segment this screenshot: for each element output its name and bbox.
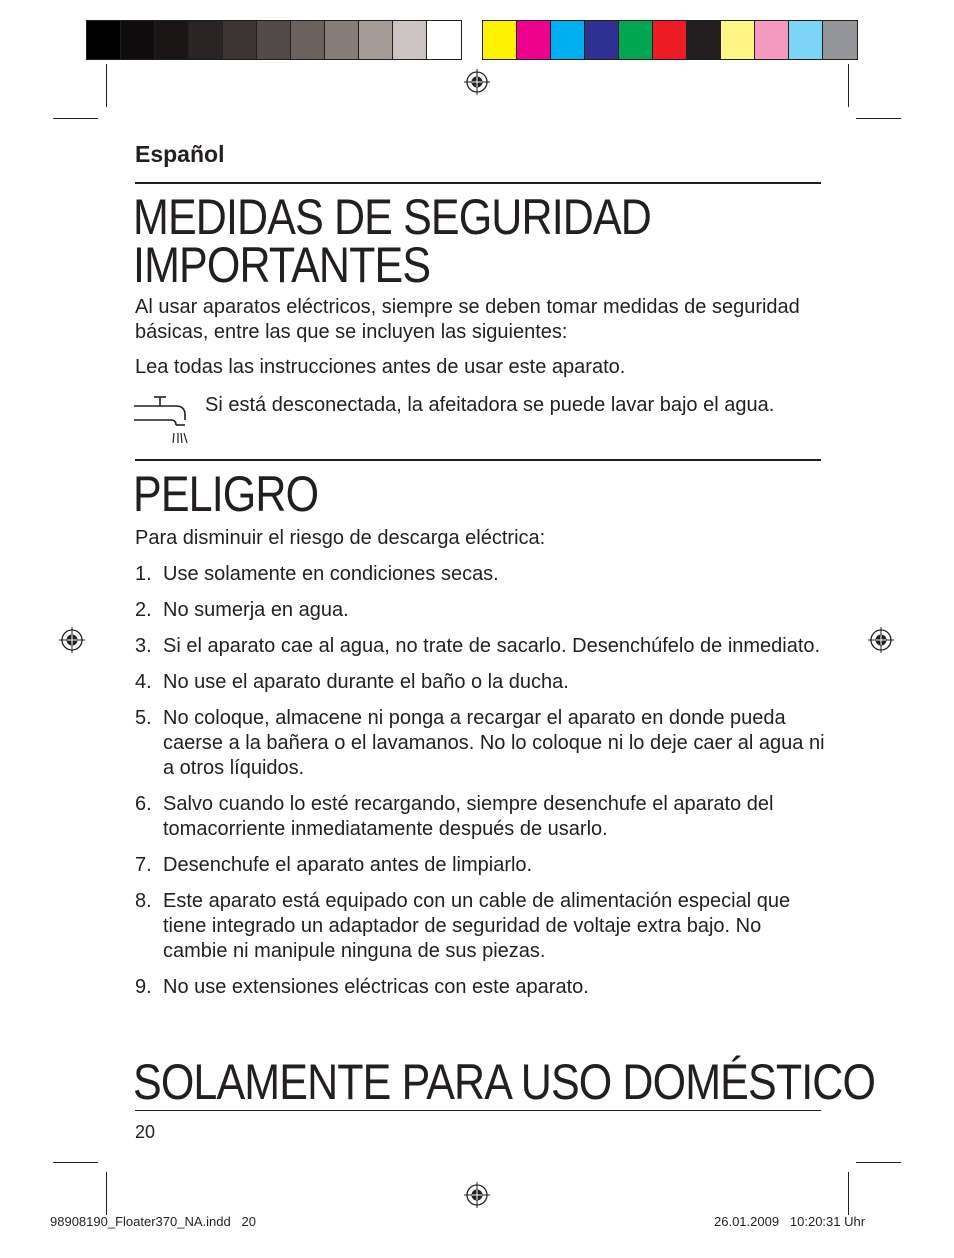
- crop-mark: [848, 64, 849, 107]
- list-item: [135, 670, 825, 695]
- color-swatch: [721, 21, 755, 59]
- color-swatch: [619, 21, 653, 59]
- list-item-text: Este aparato está equipado con un cable de alimentación especial que tiene integrado un adaptador de seguridad de voltaje extra bajo. No cambie ni manipule ninguna de sus piezas.: [163, 890, 791, 962]
- color-swatch: [755, 21, 789, 59]
- list-item-text: Salvo cuando lo esté recargando, siempre desenchufe el aparato del tomacorriente inmediatamente después de usarlo.: [163, 793, 774, 840]
- list-item-number: 6.: [135, 793, 152, 815]
- list-item: [135, 598, 825, 623]
- registration-mark-icon: [463, 1181, 491, 1209]
- list-item: [135, 706, 825, 781]
- gray-swatch: [291, 21, 325, 59]
- registration-mark-icon: [867, 626, 895, 654]
- footer-filename: 98908190_Floater370_NA.indd 20: [50, 1214, 256, 1229]
- list-item-number: 1.: [135, 563, 152, 585]
- danger-heading: PELIGRO: [133, 466, 319, 522]
- crop-mark: [856, 1162, 901, 1163]
- list-item: [135, 853, 825, 878]
- page-number: 20: [135, 1122, 156, 1142]
- list-item-number: 2.: [135, 599, 152, 621]
- color-swatch: [823, 21, 857, 59]
- list-item: [135, 975, 825, 1000]
- gray-swatch: [359, 21, 393, 59]
- list-item-text: Si el aparato cae al agua, no trate de sacarlo. Desenchúfelo de inmediato.: [163, 635, 821, 657]
- gray-swatch: [87, 21, 121, 59]
- crop-mark: [53, 118, 98, 119]
- color-swatch: [551, 21, 585, 59]
- gray-swatch: [223, 21, 257, 59]
- color-swatch: [653, 21, 687, 59]
- gray-swatch: [257, 21, 291, 59]
- list-item-text: Desenchufe el aparato antes de limpiarlo.: [163, 854, 533, 876]
- registration-mark-icon: [58, 626, 86, 654]
- list-item-number: 5.: [135, 707, 152, 729]
- danger-intro: Para disminuir el riesgo de descarga eléctrica:: [135, 527, 546, 549]
- gray-swatch: [121, 21, 155, 59]
- section-divider: [135, 1110, 821, 1111]
- list-item: [135, 634, 825, 659]
- household-use-heading: SOLAMENTE PARA USO DOMÉSTICO: [133, 1054, 876, 1110]
- list-item: [135, 562, 825, 587]
- section-divider: [135, 182, 821, 184]
- wash-note: Si está desconectada, la afeitadora se puede lavar bajo el agua.: [205, 394, 775, 416]
- safety-intro: Al usar aparatos eléctricos, siempre se deben tomar medidas de seguridad básicas, entre las que se incluyen las siguientes:: [135, 296, 800, 343]
- color-swatch: [687, 21, 721, 59]
- color-swatch: [789, 21, 823, 59]
- crop-mark: [848, 1172, 849, 1215]
- faucet-icon: [133, 395, 191, 447]
- list-item: [135, 889, 825, 964]
- list-item-text: Use solamente en condiciones secas.: [163, 563, 499, 585]
- gray-swatch: [393, 21, 427, 59]
- crop-mark: [53, 1162, 98, 1163]
- gray-swatch: [427, 21, 461, 59]
- registration-mark-icon: [463, 68, 491, 96]
- list-item-text: No use extensiones eléctricas con este aparato.: [163, 976, 589, 998]
- gray-swatch: [155, 21, 189, 59]
- crop-mark: [106, 64, 107, 107]
- list-item-number: 4.: [135, 671, 152, 693]
- color-swatch: [517, 21, 551, 59]
- danger-list: [135, 562, 825, 1011]
- footer-datetime: 26.01.2009 10:20:31 Uhr: [714, 1214, 866, 1229]
- gray-swatch-bar: [86, 20, 462, 60]
- color-swatch-bar: [482, 20, 858, 60]
- list-item-number: 8.: [135, 890, 152, 912]
- list-item-text: No use el aparato durante el baño o la ducha.: [163, 671, 569, 693]
- section-divider: [135, 459, 821, 461]
- language-label: Español: [135, 141, 225, 167]
- safety-heading-line2: IMPORTANTES: [133, 237, 431, 293]
- color-swatch: [585, 21, 619, 59]
- list-item-number: 3.: [135, 635, 152, 657]
- crop-mark: [856, 118, 901, 119]
- color-swatch: [483, 21, 517, 59]
- read-instructions-text: Lea todas las instrucciones antes de usar este aparato.: [135, 356, 626, 378]
- list-item-text: No coloque, almacene ni ponga a recargar el aparato en donde pueda caerse a la bañera o el lavamanos. No lo coloque ni lo deje caer al agua ni a otros líquidos.: [163, 707, 825, 779]
- gray-swatch: [325, 21, 359, 59]
- crop-mark: [106, 1172, 107, 1215]
- gray-swatch: [189, 21, 223, 59]
- list-item: [135, 792, 825, 842]
- list-item-text: No sumerja en agua.: [163, 599, 349, 621]
- safety-heading-line1: MEDIDAS DE SEGURIDAD: [133, 189, 652, 245]
- list-item-number: 7.: [135, 854, 152, 876]
- list-item-number: 9.: [135, 976, 152, 998]
